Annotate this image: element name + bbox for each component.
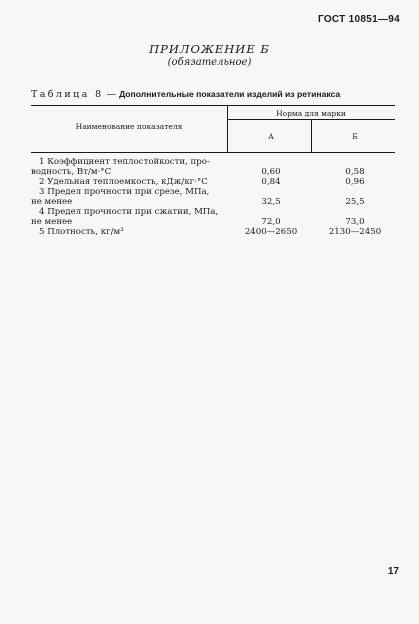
row-1-line-1: 1 Коэффициент теплостойкости, про- — [39, 157, 210, 167]
row-3-line-1: 3 Предел прочности при срезе, МПа, — [39, 187, 210, 197]
row-2-value-b: 0,96 — [345, 177, 365, 187]
row-5-line-1: 5 Плотность, кг/м³ — [39, 227, 124, 237]
appendix-subtitle: (обязательное) — [167, 57, 252, 68]
row-3-line-2: не менее — [31, 197, 73, 207]
header-indicator: Наименование показателя — [75, 122, 183, 131]
row-3-value-a: 32,5 — [261, 197, 281, 207]
table-top-rule — [31, 105, 395, 106]
header-grade-a: А — [268, 132, 274, 141]
table-caption — [31, 89, 401, 100]
header-divider-grades — [311, 119, 312, 152]
row-4-line-1: 4 Предел прочности при сжатии, МПа, — [39, 207, 219, 217]
row-4-line-2: не менее — [31, 217, 73, 227]
page-number: 17 — [387, 566, 399, 577]
header-bottom-rule — [31, 152, 395, 153]
row-1-value-b: 0,58 — [345, 167, 365, 177]
row-2-value-a: 0,84 — [261, 177, 281, 187]
table-caption-dash: — — [103, 89, 120, 100]
row-2-line-1: 2 Удельная теплоемкость, кДж/кг·°С — [39, 177, 208, 187]
row-1-value-a: 0,60 — [261, 167, 281, 177]
row-5-value-b: 2130—2450 — [328, 227, 382, 237]
row-1-line-2: водность, Вт/м·°С — [31, 167, 112, 177]
header-grade-b: Б — [352, 132, 358, 141]
row-4-value-b: 73,0 — [345, 217, 365, 227]
table-label: Таблица 8 — [31, 89, 104, 100]
header-norm-group: Норма для марки — [276, 109, 346, 118]
table-title: Дополнительные показатели изделий из ретинакса — [119, 89, 341, 99]
standard-header: ГОСТ 10851—94 — [317, 14, 400, 25]
row-4-value-a: 72,0 — [261, 217, 281, 227]
appendix-title: ПРИЛОЖЕНИЕ Б — [149, 42, 270, 56]
row-3-value-b: 25,5 — [345, 197, 365, 207]
row-5-value-a: 2400—2650 — [244, 227, 298, 237]
